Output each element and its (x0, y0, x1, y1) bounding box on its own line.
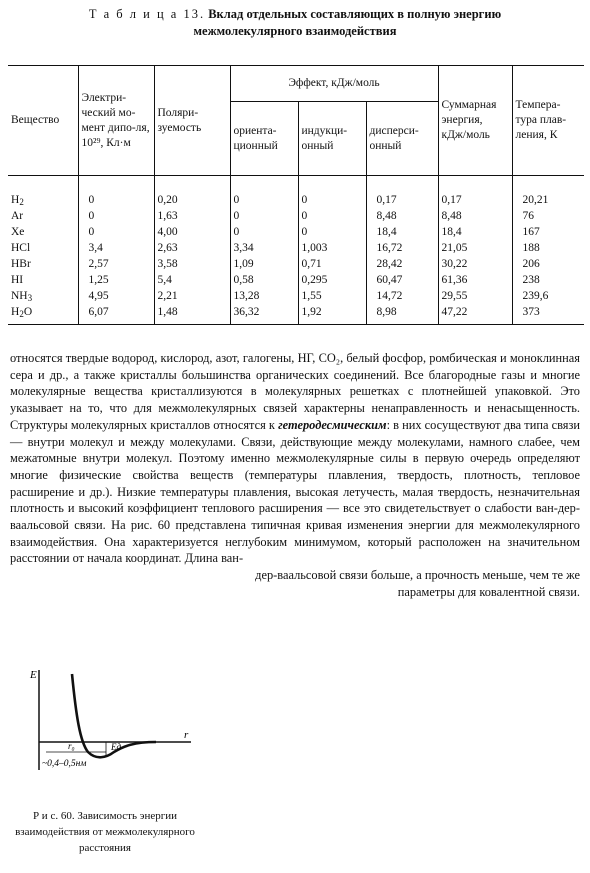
table-row (8, 224, 584, 240)
cell-dispersion: 16,72 (366, 240, 438, 256)
cell-dispersion: 8,48 (366, 208, 438, 224)
cell-substance: NH3 (11, 289, 33, 303)
cell-dispersion: 28,42 (366, 256, 438, 272)
table-row (8, 240, 584, 256)
cell-substance: H2O (8, 304, 78, 325)
cell-induction: 1,003 (298, 240, 366, 256)
cell-melting: 373 (512, 304, 584, 325)
cell-melting: 20,21 (512, 176, 584, 209)
cell-melting: 239,6 (512, 288, 584, 304)
cell-dispersion: 8,98 (366, 304, 438, 325)
table-title-line2: межмолекулярного взаимодействия (193, 24, 397, 38)
cell-orientational: 3,34 (230, 240, 298, 256)
cell-total: 18,4 (438, 224, 512, 240)
cell-melting: 238 (512, 272, 584, 288)
cell-dispersion: 18,4 (366, 224, 438, 240)
term-heterodesmic: гетеродесмическим (278, 417, 387, 432)
cell-orientational: 1,09 (230, 256, 298, 272)
cell-dipole: 4,95 (78, 288, 154, 304)
cell-induction: 0 (298, 224, 366, 240)
paragraph-continued: дер-ваальсовой связи больше, а прочность меньше, чем те же параметры для ковалентной связи. (255, 568, 580, 599)
cell-induction: 0,71 (298, 256, 366, 272)
table-row (8, 176, 584, 209)
y-axis-label: E (30, 669, 37, 681)
cell-substance: HCl (11, 241, 31, 254)
cell-induction: 1,92 (298, 304, 366, 325)
header-dipole: Электри-ческий мо-мент дипо-ля, 10²⁹, Кл·м (78, 66, 154, 176)
table-row (8, 256, 584, 272)
cell-melting: 167 (512, 224, 584, 240)
cell-total: 30,22 (438, 256, 512, 272)
cell-total: 47,22 (438, 304, 512, 325)
header-melting: Темпера-тура плав-ления, К (512, 66, 584, 176)
cell-orientational: 13,28 (230, 288, 298, 304)
paragraph-main (10, 350, 580, 567)
header-orientational: ориента-ционный (230, 102, 298, 176)
cell-polarizability: 1,63 (154, 208, 230, 224)
energy-curve-graph (6, 660, 211, 805)
cell-induction: 0 (298, 208, 366, 224)
cell-polarizability: 0,20 (154, 176, 230, 209)
figure-caption: Р и с. 60. Зависимость энергии взаимодействия от межмолекулярного расстояния (15, 810, 195, 854)
table-caption (0, 6, 590, 40)
cell-induction: 1,55 (298, 288, 366, 304)
cell-total: 29,55 (438, 288, 512, 304)
table-body (8, 176, 584, 325)
distance-range-label: ~0,4–0,5нм (42, 759, 87, 769)
cell-polarizability: 2,21 (154, 288, 230, 304)
cell-melting: 188 (512, 240, 584, 256)
cell-dipole: 1,25 (78, 272, 154, 288)
cell-orientational: 0,58 (230, 272, 298, 288)
cell-substance: HI (11, 273, 24, 286)
header-induction: индукци-онный (298, 102, 366, 176)
table-number: Т а б л и ц а 13. (88, 7, 206, 21)
cell-dispersion: 14,72 (366, 288, 438, 304)
cell-dipole: 0 (78, 176, 154, 209)
cell-substance: Ar (11, 209, 24, 222)
cell-induction: 0,295 (298, 272, 366, 288)
x-axis-label: r (184, 729, 189, 741)
body-text (10, 350, 580, 601)
cell-dipole: 3,4 (78, 240, 154, 256)
header-effect: Эффект, кДж/моль (230, 66, 438, 102)
cell-substance: H2 (11, 193, 24, 207)
cell-polarizability: 1,48 (154, 304, 230, 325)
table-row (8, 272, 584, 288)
cell-substance: HBr (11, 257, 31, 270)
cell-dipole: 6,07 (78, 304, 154, 325)
header-polarizability: Поляри-зуемость (154, 66, 230, 176)
cell-total: 8,48 (438, 208, 512, 224)
energy-table (8, 65, 584, 325)
table-row (8, 304, 584, 325)
cell-total: 0,17 (438, 176, 512, 209)
cell-orientational: 0 (230, 176, 298, 209)
cell-orientational: 36,32 (230, 304, 298, 325)
cell-melting: 76 (512, 208, 584, 224)
header-total: Суммарная энергия, кДж/моль (438, 66, 512, 176)
cell-total: 21,05 (438, 240, 512, 256)
cell-induction: 0 (298, 176, 366, 209)
table-row (8, 208, 584, 224)
cell-polarizability: 5,4 (154, 272, 230, 288)
cell-total: 61,36 (438, 272, 512, 288)
cell-substance: Xe (11, 225, 25, 238)
table-title-line1: Вклад отдельных составляющих в полную энергию (208, 7, 502, 21)
r0-label: r₀ (68, 741, 75, 751)
cell-dispersion: 60,47 (366, 272, 438, 288)
cell-polarizability: 2,63 (154, 240, 230, 256)
cell-orientational: 0 (230, 224, 298, 240)
cell-dipole: 0 (78, 208, 154, 224)
cell-polarizability: 3,58 (154, 256, 230, 272)
paragraph-part1: относятся твердые водород, кислород, азот, галогены, НГ, СО₂, белый фосфор, ромбическая и моноклинная сера и др., а также кристаллы большинства органических соединений. Все благородные газы и многие молекулярные вещества кристаллизуются в молекулярных решетках с плотнейшей упаковкой. Это указывает на то, что для межмолекулярных связей характерны ненаправленность и ненасыщенность. Структуры молекулярных кристаллов относятся к (10, 351, 580, 432)
ed-label: Eд (111, 742, 122, 752)
cell-dipole: 2,57 (78, 256, 154, 272)
header-substance: Вещество (8, 66, 78, 176)
cell-orientational: 0 (230, 208, 298, 224)
cell-melting: 206 (512, 256, 584, 272)
cell-dipole: 0 (78, 224, 154, 240)
table-row (8, 288, 584, 304)
paragraph-part2: : в них сосуществуют два типа связи — внутри молекул и между молекулами. Связи, действующие между молекулами, намного слабее, чем межатомные внутри молекул. Поэтому именно межмолекулярные силы в первую очередь определяют многие физические свойства веществ (температуры плавления, твердость, плотность, тепловое расширение и др.). Низкие температуры плавления, высокая летучесть, малая твердость, незначительная плотность и высокий коэффициент теплового расширения — все это свидетельствует о слабости ван-дер-ваальсовой связи. На рис. 60 представлена типичная кривая изменения энергии для межмолекулярного взаимодействия. Она характеризуется неглубоким минимумом, который расположен на значительном расстоянии от начала координат. Длина ван- (10, 417, 580, 566)
cell-dispersion: 0,17 (366, 176, 438, 209)
cell-polarizability: 4,00 (154, 224, 230, 240)
header-dispersion: дисперси-онный (366, 102, 438, 176)
